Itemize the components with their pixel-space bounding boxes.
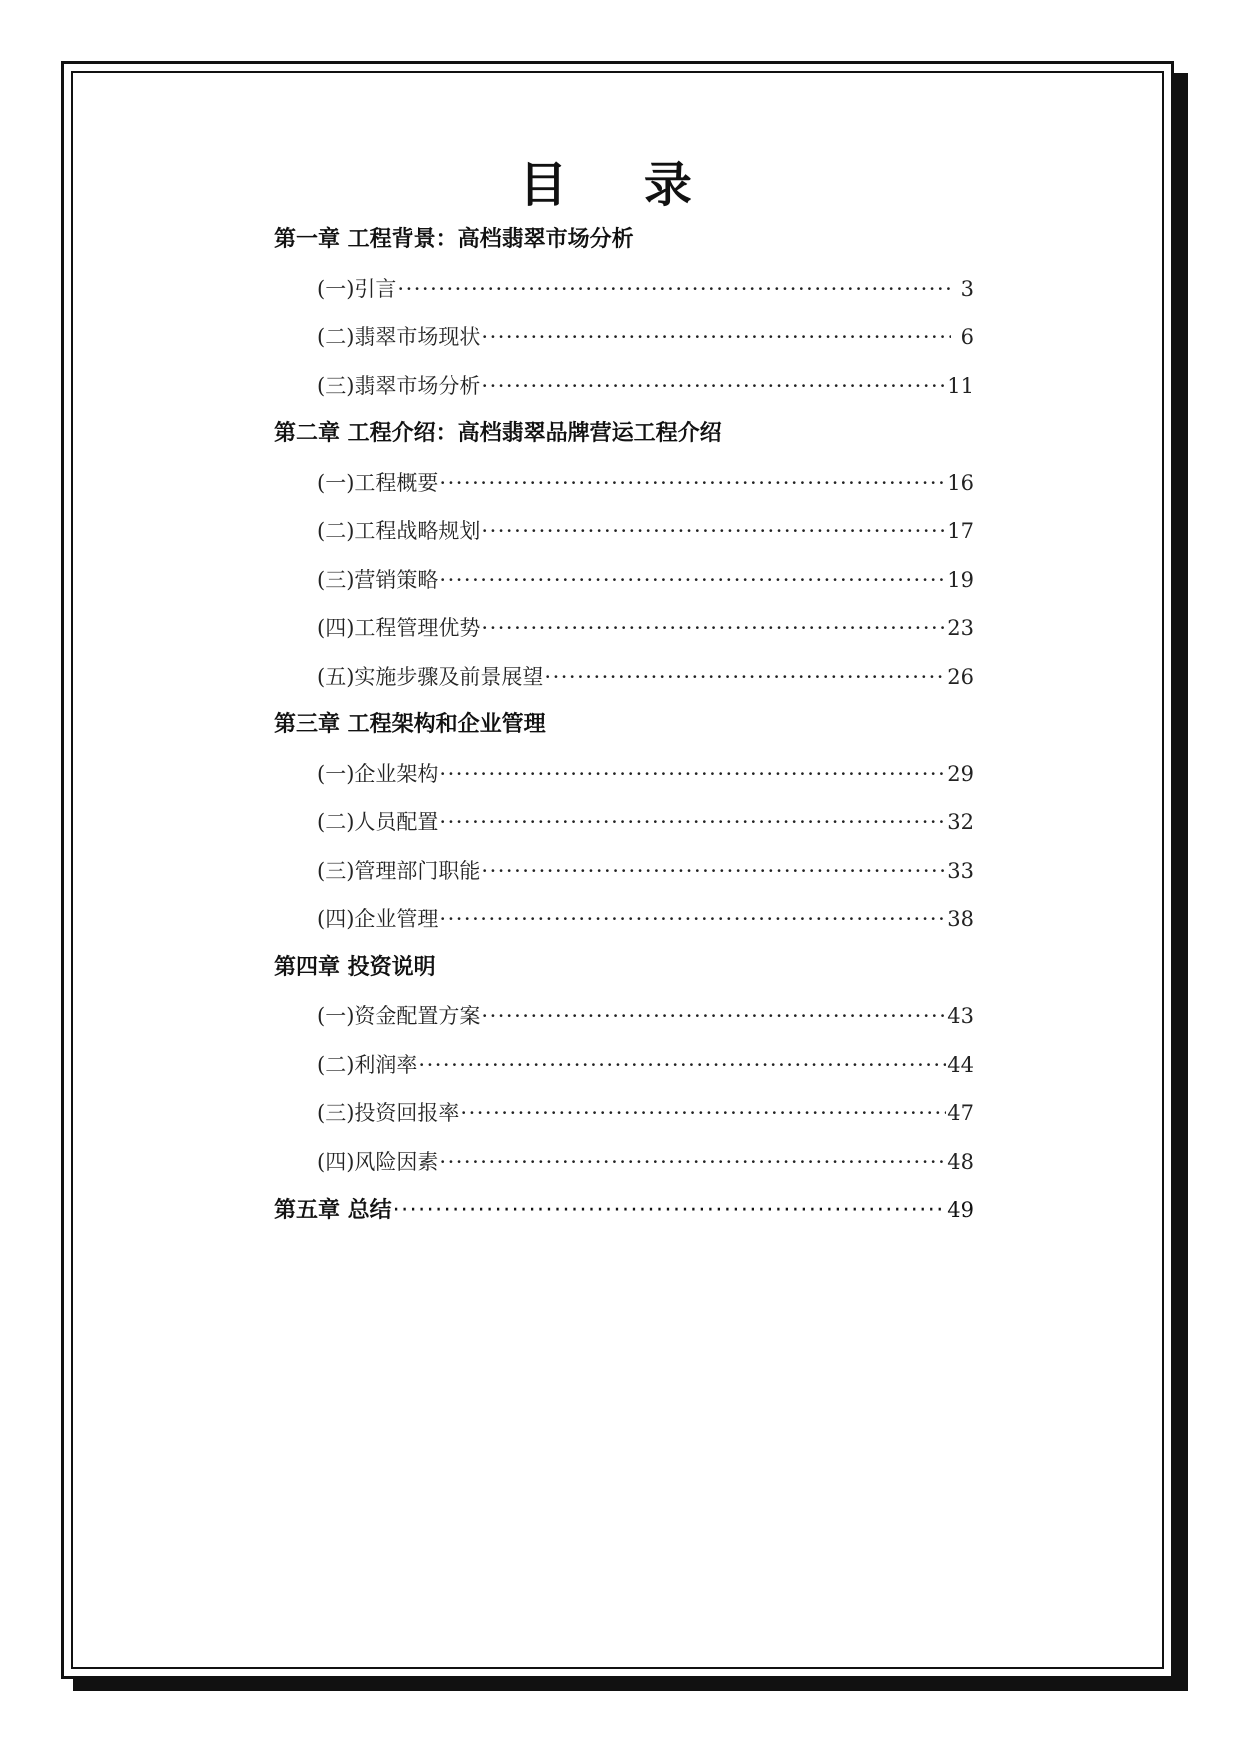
toc-entry-label: (三)投资回报率 xyxy=(317,1101,460,1125)
dot-leader xyxy=(481,507,946,556)
dot-leader xyxy=(439,459,946,508)
dot-leader xyxy=(439,798,946,847)
dot-leader xyxy=(397,265,951,314)
toc-entry-label: (一)企业架构 xyxy=(317,761,439,786)
toc-entry[interactable] xyxy=(274,556,974,605)
toc-chapter-label: 第五章 总结 xyxy=(274,1198,392,1223)
toc-page-number: 17 xyxy=(947,519,974,543)
toc-chapter-label: 第二章 工程介绍：高档翡翠品牌营运工程介绍 xyxy=(274,421,722,446)
toc-entry[interactable] xyxy=(274,992,974,1041)
toc-entry[interactable] xyxy=(274,653,974,702)
toc-chapter-5[interactable] xyxy=(274,1186,974,1235)
toc-entry-label: (二)翡翠市场现状 xyxy=(317,325,481,349)
toc-entry[interactable] xyxy=(274,1041,974,1090)
toc-entry[interactable] xyxy=(274,847,974,896)
dot-leader xyxy=(439,750,946,799)
dot-leader xyxy=(481,847,946,896)
toc-entry[interactable] xyxy=(274,798,974,847)
dot-leader xyxy=(544,653,946,702)
toc-page-number: 19 xyxy=(947,567,974,592)
toc-chapter-label: 第三章 工程架构和企业管理 xyxy=(274,712,546,737)
toc-entry-label: (五)实施步骤及前景展望 xyxy=(317,664,544,689)
dot-leader xyxy=(439,895,946,944)
toc-entry-label: (四)风险因素 xyxy=(317,1149,439,1174)
toc-entry-label: (四)工程管理优势 xyxy=(317,616,481,640)
dot-leader xyxy=(481,362,946,411)
dot-leader xyxy=(393,1187,947,1236)
toc-entry-label: (三)营销策略 xyxy=(317,567,439,592)
toc-entry[interactable] xyxy=(274,1089,974,1138)
toc-entry[interactable] xyxy=(274,750,974,799)
toc-page-number: 43 xyxy=(947,1004,974,1028)
dot-leader xyxy=(481,604,946,653)
toc-entry-label: (二)工程战略规划 xyxy=(317,519,481,543)
toc-page-number: 47 xyxy=(947,1101,974,1125)
toc-entry[interactable] xyxy=(274,604,974,653)
toc-entry-label: (三)翡翠市场分析 xyxy=(317,373,481,398)
dot-leader xyxy=(460,1089,946,1138)
toc-entry[interactable] xyxy=(274,313,974,362)
dot-leader xyxy=(481,313,951,362)
toc-entry[interactable] xyxy=(274,1138,974,1187)
toc-page-number: 3 xyxy=(960,276,974,301)
toc-chapter-2[interactable] xyxy=(274,410,974,459)
toc-entry-label: (三)管理部门职能 xyxy=(317,858,481,883)
toc-page-number: 6 xyxy=(960,325,974,349)
toc-entry[interactable] xyxy=(274,362,974,411)
toc-entry[interactable] xyxy=(274,895,974,944)
toc-chapter-label: 第一章 工程背景：高档翡翠市场分析 xyxy=(274,227,634,252)
table-of-contents xyxy=(274,216,974,1235)
toc-page-number: 32 xyxy=(947,810,974,834)
toc-entry-label: (二)人员配置 xyxy=(317,810,439,834)
toc-page-number: 48 xyxy=(947,1149,974,1174)
toc-chapter-4[interactable] xyxy=(274,944,974,993)
toc-entry[interactable] xyxy=(274,507,974,556)
toc-page-number: 23 xyxy=(947,616,974,640)
toc-entry-label: (四)企业管理 xyxy=(317,907,439,931)
toc-page-number: 11 xyxy=(947,373,974,398)
toc-entry[interactable] xyxy=(274,265,974,314)
toc-page-number: 49 xyxy=(947,1198,974,1222)
dot-leader xyxy=(439,556,946,605)
dot-leader xyxy=(418,1041,946,1090)
toc-page-number: 33 xyxy=(947,858,974,883)
toc-entry-label: (一)资金配置方案 xyxy=(317,1004,481,1028)
toc-entry-label: (一)工程概要 xyxy=(317,470,439,495)
toc-page-number: 29 xyxy=(947,761,974,786)
toc-page-number: 38 xyxy=(947,907,974,931)
toc-chapter-label: 第四章 投资说明 xyxy=(274,954,436,980)
toc-chapter-3[interactable] xyxy=(274,701,974,750)
toc-page-number: 26 xyxy=(947,664,974,689)
toc-page-number: 44 xyxy=(947,1052,974,1077)
toc-entry[interactable] xyxy=(274,459,974,508)
toc-entry-label: (二)利润率 xyxy=(317,1052,418,1077)
toc-title: 目 录 xyxy=(519,157,722,213)
dot-leader xyxy=(439,1138,946,1187)
toc-entry-label: (一)引言 xyxy=(317,276,397,301)
toc-chapter-1[interactable] xyxy=(274,216,974,265)
toc-page-number: 16 xyxy=(947,470,974,495)
dot-leader xyxy=(481,992,946,1041)
